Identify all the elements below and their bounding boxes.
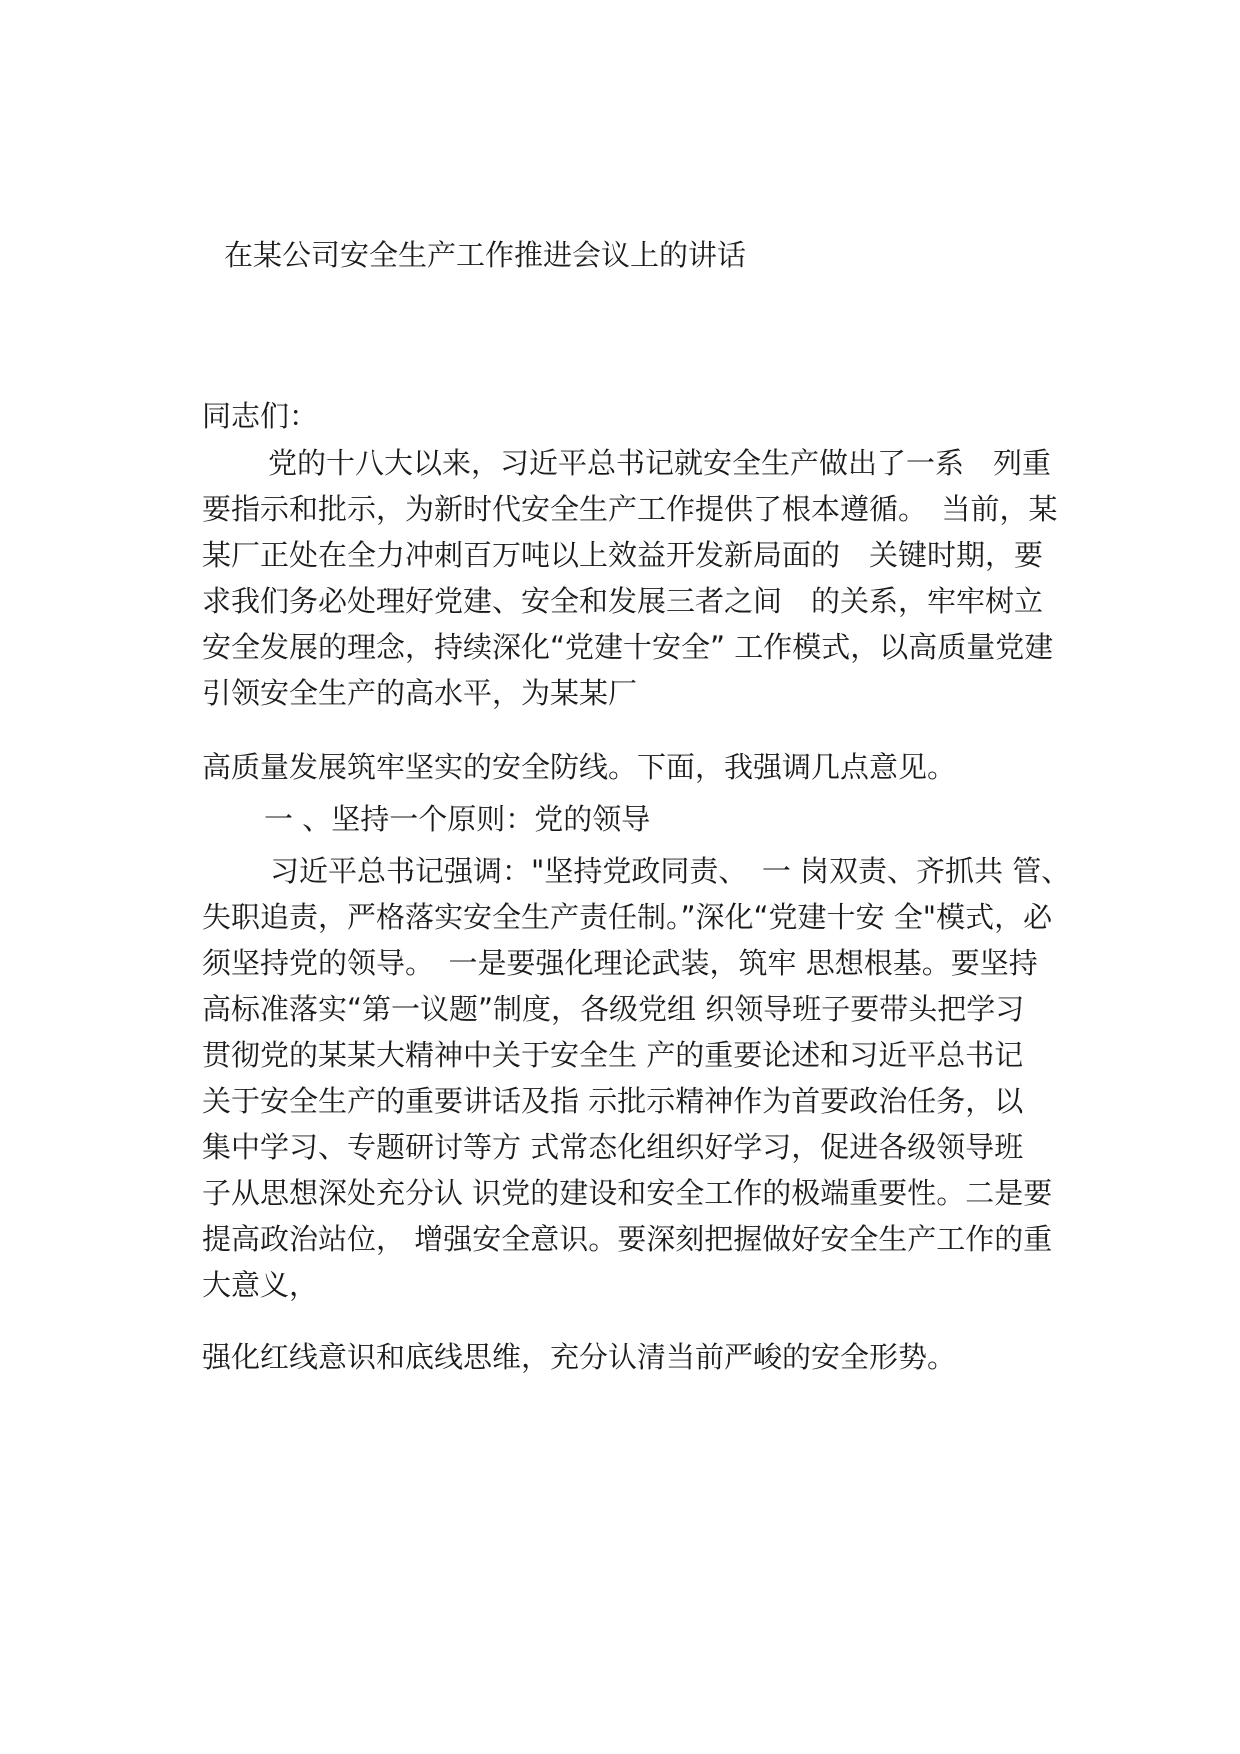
paragraph-line: 子从思想深处充分认 识党的建设和安全工作的极端重要性。二是要	[202, 1176, 1053, 1210]
paragraph-line: 某厂正处在全力冲刺百万吨以上效益开发新局面的 关键时期，要	[202, 538, 1044, 572]
section-heading: 一 、坚持一个原则：党的领导	[264, 802, 651, 836]
paragraph-line: 集中学习、专题研讨等方 式常态化组织好学习，促进各级领导班	[202, 1130, 1024, 1164]
paragraph-line: 求我们务必处理好党建、安全和发展三者之间 的关系，牢牢树立	[202, 584, 1044, 618]
paragraph-line: 要指示和批示，为新时代安全生产工作提供了根本遵循。 当前，某	[202, 492, 1058, 526]
paragraph-line: 须坚持党的领导。 一是要强化理论武装，筑牢 思想根基。要坚持	[202, 946, 1038, 980]
paragraph-line: 关于安全生产的重要讲话及指 示批示精神作为首要政治任务，以	[202, 1084, 1024, 1118]
paragraph-line: 习近平总书记强调："坚持党政同责、 一 岗双责、齐抓共 管、	[270, 854, 1071, 888]
paragraph-continuation: 强化红线意识和底线思维，充分认清当前严峻的安全形势。	[202, 1340, 957, 1374]
paragraph-line: 贯彻党的某某大精神中关于安全生 产的重要论述和习近平总书记	[202, 1038, 1024, 1072]
paragraph-line: 引领安全生产的高水平，为某某厂	[202, 676, 638, 710]
paragraph-line: 失职追责，严格落实安全生产责任制。”深化“党建十安 全"模式，必	[202, 900, 1053, 934]
paragraph-line: 提高政治站位， 增强安全意识。要深刻把握做好安全生产工作的重	[202, 1222, 1053, 1256]
paragraph-line: 党的十八大以来，习近平总书记就安全生产做出了一系 列重	[268, 446, 1052, 480]
document-title: 在某公司安全生产工作推进会议上的讲话	[224, 238, 747, 272]
paragraph-line: 大意义，	[202, 1268, 319, 1302]
paragraph-line: 安全发展的理念，持续深化“党建十安全” 工作模式，以高质量党建	[202, 630, 1054, 664]
paragraph-continuation: 高质量发展筑牢坚实的安全防线。下面，我强调几点意见。	[202, 750, 957, 784]
greeting: 同志们：	[202, 399, 319, 433]
paragraph-line: 高标准落实“第一议题”制度，各级党组 织领导班子要带头把学习	[202, 992, 1025, 1026]
